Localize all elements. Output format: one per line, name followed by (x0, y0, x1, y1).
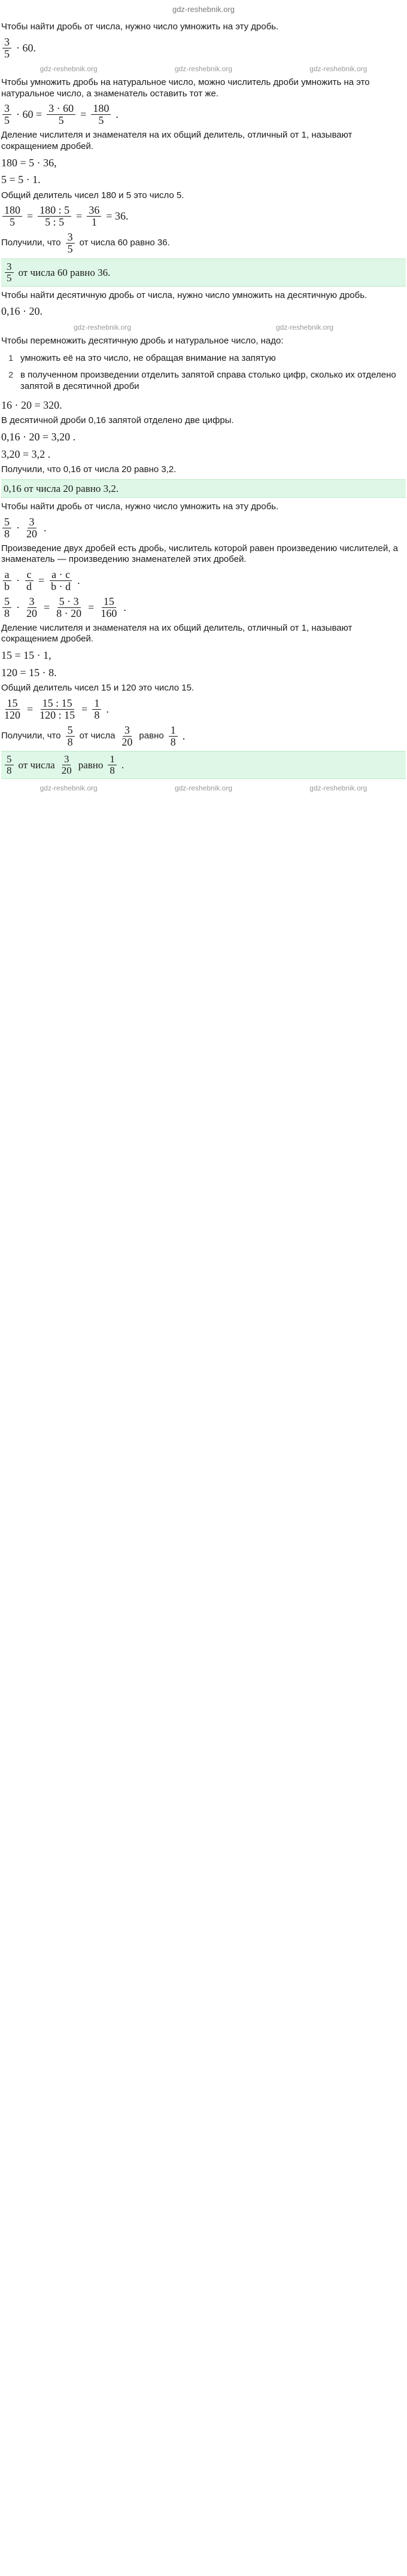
s3-reduce: $\frac{15}{120}$ = $\frac{15 : 15}{120 : 15}$ = $\frac{1}{8}$ . (4, 697, 109, 721)
s3-calc: $\frac{5}{8}$ · $\frac{3}{20}$ = $\frac{5 \cdot 3}{8 \cdot 20}$ = $\frac{15}{160}$ . (1, 596, 406, 619)
section-2 (1, 290, 406, 498)
s3-intro: Чтобы найти дробь от числа, нужно число умножить на эту дробь. (1, 501, 279, 512)
watermark: gdz-reshebnik.org (275, 323, 334, 331)
s1-expr: $\frac{3}{5}$ · 60. (1, 37, 406, 60)
watermark: gdz-reshebnik.org (309, 784, 367, 793)
s1-common: Общий делитель чисел 180 и 5 это число 5. (1, 190, 184, 200)
watermark: gdz-reshebnik.org (40, 784, 98, 793)
s2-got: Получили, что 0,16 от числа 20 равно 3,2. (1, 464, 177, 475)
site-header: gdz-reshebnik.org (172, 5, 235, 14)
section-3 (1, 501, 406, 794)
s1-cancel: Деление числителя и знаменателя на их общий делитель, отличный от 1, называют сокращением дробей. (1, 130, 353, 151)
s3-15: 15 = 15 · 1, (1, 649, 51, 662)
s2-d: 3,20 = 3,2 . (1, 448, 51, 460)
s3-answer: $\frac{5}{8}$ от числа $\frac{3}{20}$ равно $\frac{1}{8}$ . (1, 751, 406, 779)
watermark: gdz-reshebnik.org (73, 323, 132, 331)
watermark: gdz-reshebnik.org (309, 64, 367, 73)
watermark: gdz-reshebnik.org (174, 784, 233, 793)
s3-120: 120 = 15 · 8. (1, 666, 57, 679)
s2-a: 16 · 20 = 320. (1, 399, 62, 411)
s2-step-2: 2 в полученном произведении отделить запятой справа столько цифр, сколько их отделено запятой в десятичной дроби (8, 370, 396, 392)
section-1 (1, 22, 406, 286)
s2-step-1: 1 умножить её на это число, не обращая внимание на запятую (8, 352, 276, 363)
s1-5: 5 = 5 · 1. (1, 174, 41, 186)
s1-180: 180 = 5 · 36, (1, 156, 57, 169)
s3-common: Общий делитель чисел 15 и 120 это число 15. (1, 683, 195, 694)
s3-cancel: Деление числителя и знаменателя на их общий делитель, отличный от 1, называют сокращением дробей. (1, 622, 353, 644)
s1-answer: $\frac{3}{5}$ от числа 60 равно 36. (1, 258, 406, 287)
s2-intro: Чтобы найти десятичную дробь от числа, нужно число умножить на десятичную дробь. (1, 290, 367, 300)
s3-rule: Произведение двух дробей есть дробь, числитель которой равен произведению числителей, а знаменатель — произведению знаменателей этих дробей. (1, 543, 398, 565)
s3-expr: $\frac{5}{8}$ · $\frac{3}{20}$ . (1, 516, 406, 540)
watermark-row (1, 783, 406, 794)
s1-rule: Чтобы умножить дробь на натуральное число, можно числитель дроби умножить на это натуральное число, а знаменатель оставить тот же. (1, 77, 370, 99)
s2-steps (1, 353, 406, 393)
s2-answer: 0,16 от числа 20 равно 3,2. (1, 479, 406, 498)
s1-got: Получили, что $\frac{3}{5}$ от числа 60 равно 36. (1, 231, 170, 255)
page (0, 0, 407, 808)
watermark-row (1, 63, 406, 75)
s3-got: Получили, что $\frac{5}{8}$ от числа $\frac{3}{20}$ равно $\frac{1}{8}$ . (1, 723, 186, 748)
watermark-row (1, 322, 406, 333)
s3-general: $\frac{a}{b}$ · $\frac{c}{d}$ = $\frac{a \cdot c}{b \cdot d}$ . (1, 569, 406, 592)
s1-calc: $\frac{3}{5}$ · 60 = $\frac{3 \cdot 60}{5}$ = $\frac{180}{5}$ . (1, 103, 406, 126)
s2-expr: 0,16 · 20. (1, 305, 42, 318)
s2-c: 0,16 · 20 = 3,20 . (1, 431, 76, 443)
s1-reduce: $\frac{180}{5}$ = $\frac{180 : 5}{5 : 5}$ = $\frac{36}{1}$ = 36. (1, 205, 406, 228)
watermark: gdz-reshebnik.org (174, 64, 233, 73)
watermark: gdz-reshebnik.org (40, 64, 98, 73)
s2-b: В десятичной дроби 0,16 запятой отделено две цифры. (1, 415, 234, 426)
s2-rule: Чтобы перемножить десятичную дробь и натуральное число, надо: (1, 335, 284, 346)
s1-intro: Чтобы найти дробь от числа, нужно число умножить на эту дробь. (1, 22, 279, 32)
